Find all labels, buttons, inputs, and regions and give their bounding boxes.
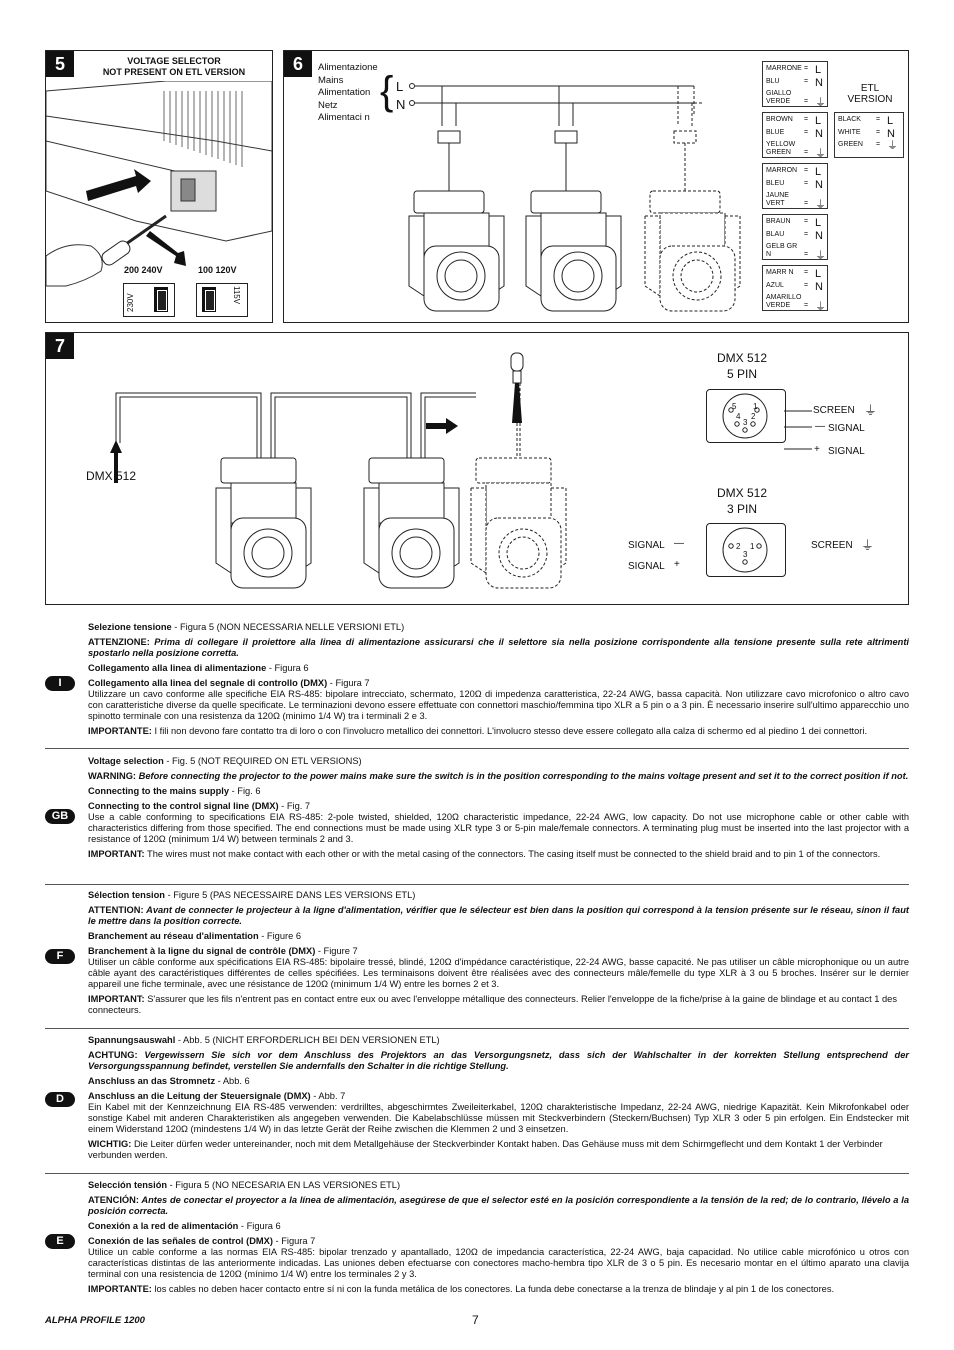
separator bbox=[45, 1028, 909, 1029]
legend-english: BROWN = L BLUE = N YELLOW GREEN = ⏚ bbox=[762, 112, 828, 158]
paragraph-text: - Figura 7 bbox=[272, 1236, 316, 1246]
mains-label-fr: Alimentation bbox=[318, 87, 371, 98]
figure-5 bbox=[45, 50, 273, 323]
text-english bbox=[88, 756, 909, 864]
paragraph-heading: Selezione tensione bbox=[88, 622, 172, 632]
ground-icon: ⏚ bbox=[864, 403, 878, 418]
mains-labels bbox=[318, 62, 378, 125]
dmx5-title: DMX 512 5 PIN bbox=[716, 351, 768, 381]
voltage-selector-title: VOLTAGE SELECTOR bbox=[127, 56, 221, 66]
paragraph bbox=[88, 678, 909, 722]
figure-7-number: 7 bbox=[46, 333, 74, 359]
legend-french: MARRON = L BLEU = N JAUNE VERT = ⏚ bbox=[762, 163, 828, 209]
mains-label-es: Alimentaci n bbox=[318, 112, 370, 123]
section-italian bbox=[45, 622, 909, 744]
switch-230v bbox=[123, 283, 175, 317]
paragraph-heading: WICHTIG: bbox=[88, 1139, 132, 1149]
range-low-label: 100 120V bbox=[198, 265, 237, 275]
paragraph-heading: Anschluss an das Stromnetz bbox=[88, 1076, 216, 1086]
figure-6-number: 6 bbox=[284, 51, 312, 77]
paragraph-heading: Collegamento alla linea di alimentazione bbox=[88, 663, 267, 673]
paragraph-text: - Figura 6 bbox=[238, 1221, 281, 1231]
paragraph-text: Die Leiter dürfen weder untereinander, noch mit dem Metallgehäuse der Steckverbinder Kontakt haben. Das Gehäuse muss mit dem Schirmgeflecht und dem Kontakt 1 der Verbinder verbunden werden. bbox=[88, 1139, 883, 1160]
paragraph bbox=[88, 786, 909, 797]
paragraph-heading: Selección tensión bbox=[88, 1180, 168, 1190]
paragraph-text: I fili non devono fare contatto tra di loro o con l'involucro metallico dei connettori. L'involucro stesso deve essere collegato alla calza di schermo ed al piedino 1 dei connettori. bbox=[151, 726, 868, 736]
warning-text: Antes de conectar el proyector a la línea de alimentación, asegúrese de que el selector esté en la posición correspondiente a la tensión de la red; de lo contrario, llévelo a la posición correcta. bbox=[88, 1195, 909, 1216]
switch-115v-label: 115V bbox=[232, 286, 241, 305]
paragraph-body: Utiliser un câble conforme aux spécifications EIA RS-485: bipolaire tressé, blindé, 120Ω d'impédance caractéristique, 22-24 AWG, basse capacité. Ne pas utiliser un câble microphonique ou un autre câble ayant des caractéristiques différentes de celles spécifiées. Les terminaisons doivent être réalisées avec des connecteurs mâle/femelle du type XLR à 3 ou 5 broches. Insérer sur le dernier appareil une fiche terminale, avec une résistance de 120Ω (minimum 1/4 W) entre les bornes 2 et 3. bbox=[88, 957, 909, 989]
page-number: 7 bbox=[472, 1313, 479, 1327]
paragraph-text: - Figura 5 (NON NECESSARIA NELLE VERSIONI ETL) bbox=[171, 622, 405, 632]
ground-icon: ⏚ bbox=[861, 538, 875, 553]
paragraph-text: The wires must not make contact with each other or with the metal casing of the connectors. The casing itself must be connected to the shield braid and to pin 1 of the connectors. bbox=[144, 849, 881, 859]
lang-badge-es: E bbox=[45, 1234, 75, 1249]
paragraph-heading: IMPORTANT: bbox=[88, 849, 145, 859]
footer-model-name: ALPHA PROFILE 1200 bbox=[45, 1315, 145, 1326]
line-l-label: L bbox=[396, 79, 404, 94]
paragraph-heading: Conexión de las señales de control (DMX) bbox=[88, 1236, 273, 1246]
paragraph bbox=[88, 1076, 909, 1087]
paragraph-text: - Fig. 6 bbox=[229, 786, 261, 796]
switch-115v bbox=[196, 283, 248, 317]
mains-label-it: Alimentazione bbox=[318, 62, 378, 73]
dmx-fixture-3-dashed bbox=[471, 458, 566, 588]
paragraph-text: - Figura 7 bbox=[327, 678, 370, 688]
paragraph bbox=[88, 726, 909, 737]
paragraph-heading: ATTENZIONE: bbox=[88, 637, 150, 647]
mains-label-de: Netz bbox=[318, 99, 338, 111]
paragraph bbox=[88, 1180, 909, 1191]
paragraph-text: - Figura 6 bbox=[266, 663, 309, 673]
paragraph-text: S'assurer que les fils n'entrent pas en contact entre eux ou avec l'enveloppe métallique des connecteurs. Relier l'enveloppe de la fiche/prise à la gaine de blindage et au contact 1 des connecteurs. bbox=[88, 994, 897, 1015]
paragraph bbox=[88, 663, 909, 674]
warning-text: Avant de connecter le projecteur à la ligne d'alimentation, vérifier que le sélecteur est bien dans la position qui correspond à la tension présente sur le réseau, sinon il faut le mettre dans la position correcte. bbox=[88, 905, 909, 926]
paragraph-heading: ATENCIÓN: bbox=[88, 1195, 139, 1205]
paragraph bbox=[88, 1284, 909, 1295]
paragraph bbox=[88, 1195, 909, 1217]
xlr3-connector: 2 1 3 bbox=[706, 523, 786, 577]
dmx-input-label: DMX 512 bbox=[86, 469, 137, 483]
etl-version-label: ETL VERSION bbox=[847, 83, 893, 105]
separator bbox=[45, 1173, 909, 1174]
paragraph-heading: ACHTUNG: bbox=[88, 1050, 138, 1060]
legend-italian: MARRONE = L BLU = N GIALLO VERDE = ⏚ bbox=[762, 61, 828, 107]
dmx3-screen-label: SCREEN bbox=[811, 540, 853, 551]
figure-5-number: 5 bbox=[46, 51, 74, 77]
paragraph-heading: Connecting to the control signal line (DMX) bbox=[88, 801, 279, 811]
dmx5-signal-minus-label: SIGNAL bbox=[828, 423, 865, 434]
legend-spanish: MARR N = L AZUL = N AMARILLO VERDE = ⏚ bbox=[762, 265, 828, 311]
switch-230v-label: 230V bbox=[126, 293, 135, 312]
lang-badge-de: D bbox=[45, 1092, 75, 1107]
paragraph-body: Utilice un cable conforme a las normas EIA RS-485: bipolar trenzado y apantallado, 120Ω de impedancia característica, 22-24 AWG, baja capacidad. No utilice cable microfónico u otros con características distintas de las anteriormente indicadas. Las uniones deben efectuarse con conectores macho-hembra tipo XLR de 3 o 5 pin. Es necesario montar en el último aparato una clavija terminal con una resistencia de 120Ω (mínimo 1/4 W) entre los terminales 2 y 3. bbox=[88, 1247, 909, 1279]
paragraph-heading: WARNING: bbox=[88, 771, 137, 781]
voltage-selector-illustration bbox=[46, 81, 272, 291]
paragraph-text: - Abb. 5 (NICHT ERFORDERLICH BEI DEN VERSIONEN ETL) bbox=[175, 1035, 440, 1045]
paragraph bbox=[88, 1139, 909, 1161]
paragraph bbox=[88, 890, 909, 901]
paragraph bbox=[88, 946, 909, 990]
figure-7: 7 DMX 512 DMX 512 5 PIN 5 1 4 2 3 SCREEN ⏚ — SIGNAL + SIGNAL DMX 512 3 PIN 2 1 3 SIGNAL — SIGNAL + SCREEN ⏚ bbox=[45, 332, 909, 605]
fixture-1 bbox=[409, 191, 504, 311]
paragraph-heading: IMPORTANTE: bbox=[88, 726, 152, 736]
paragraph-heading: IMPORTANT: bbox=[88, 994, 145, 1004]
fixture-2 bbox=[526, 191, 621, 311]
paragraph-heading: Conexión a la red de alimentación bbox=[88, 1221, 239, 1231]
not-present-etl-note: NOT PRESENT ON ETL VERSION bbox=[102, 67, 246, 77]
paragraph bbox=[88, 905, 909, 927]
paragraph-body: Ein Kabel mit der Kennzeichnung EIA RS-485 verwenden: verdrilltes, abgeschirmtes Zweileiterkabel, 120Ω charakteristische Impedanz, 22-24 AWG, niedrige Kapazität. Kein Mikrofonkabel oder sonstige Kabel mit anderen Charakteristiken als angegeben verwenden. Die Kabelabschlüsse müssen mit Steckverbindern (Steckern/Buchsen) Typ XLR 3 oder 5 pin erfolgen. Ein Endstecker mit einem Widerstand 120Ω (mindestens 1/4 W) in das letzte Gerät der Reihe zwischen die Klemmen 2 und 3 einsetzen. bbox=[88, 1102, 909, 1134]
paragraph-text: - Figure 7 bbox=[315, 946, 358, 956]
paragraph-heading: Anschluss an die Leitung der Steuersignale (DMX) bbox=[88, 1091, 311, 1101]
paragraph bbox=[88, 1050, 909, 1072]
paragraph-body: Utilizzare un cavo conforme alle specifiche EIA RS-485: bipolare intrecciato, schermato, 120Ω di impedenza caratteristica, 22-24 AWG, bassa capacità. Non utilizzare cavo microfonico o altro cavo con caratteristiche diverse da quelle specificate. Le terminazioni devono essere effettuate con connettori maschio/femmina tipo XLR a 5 pin o a 3 pin. È necessario inserire sull'ultimo apparecchio uno spinotto terminale con una resistenza da 120Ω (minimo 1/4 W) tra i terminali 2 e 3. bbox=[88, 689, 909, 721]
warning-text: Prima di collegare il proiettore alla linea di alimentazione assicurarsi che il selettore sia nella posizione corrispondente alla tensione presente sulla rete altrimenti spostarlo nella posizione corretta. bbox=[88, 637, 909, 658]
text-italian bbox=[88, 622, 909, 741]
paragraph bbox=[88, 849, 909, 860]
paragraph bbox=[88, 756, 909, 767]
text-french bbox=[88, 890, 909, 1020]
paragraph bbox=[88, 801, 909, 845]
text-spanish bbox=[88, 1180, 909, 1299]
dmx-fixture-2 bbox=[364, 458, 459, 588]
lang-badge-gb: GB bbox=[45, 809, 75, 824]
paragraph-text: - Abb. 7 bbox=[310, 1091, 346, 1101]
section-french bbox=[45, 890, 909, 1022]
paragraph bbox=[88, 771, 909, 782]
paragraph-text: - Fig. 5 (NOT REQUIRED ON ETL VERSIONS) bbox=[163, 756, 362, 766]
paragraph-heading: ATTENTION: bbox=[88, 905, 144, 915]
figure-6: 6 Alimentazione Mains Alimentation Netz Alimentaci n { L N MARRONE = L BLU = N GIALLO VERDE = ⏚ BROWN = L BLUE = N YELLOW GREEN = ⏚ MARRON = L BLEU = N JAUNE VERT = ⏚ BRAUN = L BLAU = N GELB GR N = ⏚ MARR N = L AZUL = N AMARILLO VERDE = ⏚ ETL VERSION BLACK = L WHITE = N GREEN = ⏚ bbox=[283, 50, 909, 323]
paragraph-text: - Fig. 7 bbox=[278, 801, 311, 811]
warning-text: Before connecting the projector to the power mains make sure the switch is in the position corresponding to the mains voltage present and set it to the correct position if not. bbox=[136, 771, 909, 781]
mains-wiring-diagram bbox=[404, 76, 759, 321]
fixture-3-dashed bbox=[645, 191, 740, 311]
paragraph bbox=[88, 1035, 909, 1046]
dmx-fixture-1 bbox=[216, 458, 311, 588]
separator bbox=[45, 748, 909, 749]
paragraph-heading: Collegamento alla linea del segnale di controllo (DMX) bbox=[88, 678, 328, 688]
xlr5-connector: 5 1 4 2 3 bbox=[706, 389, 786, 443]
paragraph-heading: Branchement au réseau d'alimentation bbox=[88, 931, 259, 941]
dmx-wiring-diagram bbox=[86, 348, 606, 603]
mains-label-en: Mains bbox=[318, 74, 344, 86]
dmx5-signal-plus-label: SIGNAL bbox=[828, 446, 865, 457]
line-n-label: N bbox=[396, 97, 406, 112]
section-spanish bbox=[45, 1180, 909, 1305]
paragraph-text: - Abb. 6 bbox=[215, 1076, 250, 1086]
paragraph-text: - Figura 5 (NO NECESARIA EN LAS VERSIONES ETL) bbox=[167, 1180, 401, 1190]
dmx5-screen-label: SCREEN bbox=[813, 405, 855, 416]
dmx3-title: DMX 512 3 PIN bbox=[716, 486, 768, 516]
legend-etl: BLACK = L WHITE = N GREEN = ⏚ bbox=[834, 112, 904, 158]
paragraph bbox=[88, 1091, 909, 1135]
dmx3-signal-plus-label: SIGNAL bbox=[628, 561, 665, 572]
paragraph bbox=[88, 622, 909, 633]
paragraph bbox=[88, 994, 909, 1016]
paragraph-text: los cables no deben hacer contacto entre sí ni con la funda metálica de los conectores. La funda debe conectarse a la trenza de blindaje y al pin 1 de los conectores. bbox=[151, 1284, 835, 1294]
warning-text: Vergewissern Sie sich vor dem Anschluss des Projektors an das Versorgungsnetz, dass sich der Wahlschalter in der korrekten Stellung entsprechend der Versorgungsspannung befindet, verstellen Sie andernfalls den Schalter in die richtige Stellung. bbox=[88, 1050, 909, 1071]
paragraph-heading: Sélection tension bbox=[88, 890, 165, 900]
paragraph-text: - Figure 6 bbox=[258, 931, 302, 941]
section-german bbox=[45, 1035, 909, 1167]
section-english bbox=[45, 756, 909, 878]
paragraph bbox=[88, 1236, 909, 1280]
paragraph-text: - Figure 5 (PAS NECESSAIRE DANS LES VERSIONS ETL) bbox=[164, 890, 416, 900]
legend-german: BRAUN = L BLAU = N GELB GR N = ⏚ bbox=[762, 214, 828, 260]
lang-badge-it: I bbox=[45, 676, 75, 691]
lang-badge-fr: F bbox=[45, 949, 75, 964]
paragraph-body: Use a cable conforming to specifications EIA RS-485: 2-pole twisted, shielded, 120Ω characteristic impedance, 22-24 AWG, low capacity. Do not use microphone cable or other cable with characteristics differing from those specified. The end connections must be made using XLR type 3 or 5-pin male/female connectors. A terminating plug must be inserted into the last projector with a resistance of 120Ω (minimum 1/4 W) between terminals 2 and 3. bbox=[88, 812, 909, 844]
dmx3-signal-minus-label: SIGNAL bbox=[628, 540, 665, 551]
separator bbox=[45, 884, 909, 885]
paragraph-heading: Branchement à la ligne du signal de contrôle (DMX) bbox=[88, 946, 316, 956]
text-german bbox=[88, 1035, 909, 1165]
paragraph bbox=[88, 931, 909, 942]
paragraph-heading: Spannungsauswahl bbox=[88, 1035, 176, 1045]
paragraph bbox=[88, 1221, 909, 1232]
paragraph-heading: Voltage selection bbox=[88, 756, 164, 766]
range-high-label: 200 240V bbox=[124, 265, 163, 275]
paragraph bbox=[88, 637, 909, 659]
paragraph-heading: Connecting to the mains supply bbox=[88, 786, 230, 796]
paragraph-heading: IMPORTANTE: bbox=[88, 1284, 152, 1294]
